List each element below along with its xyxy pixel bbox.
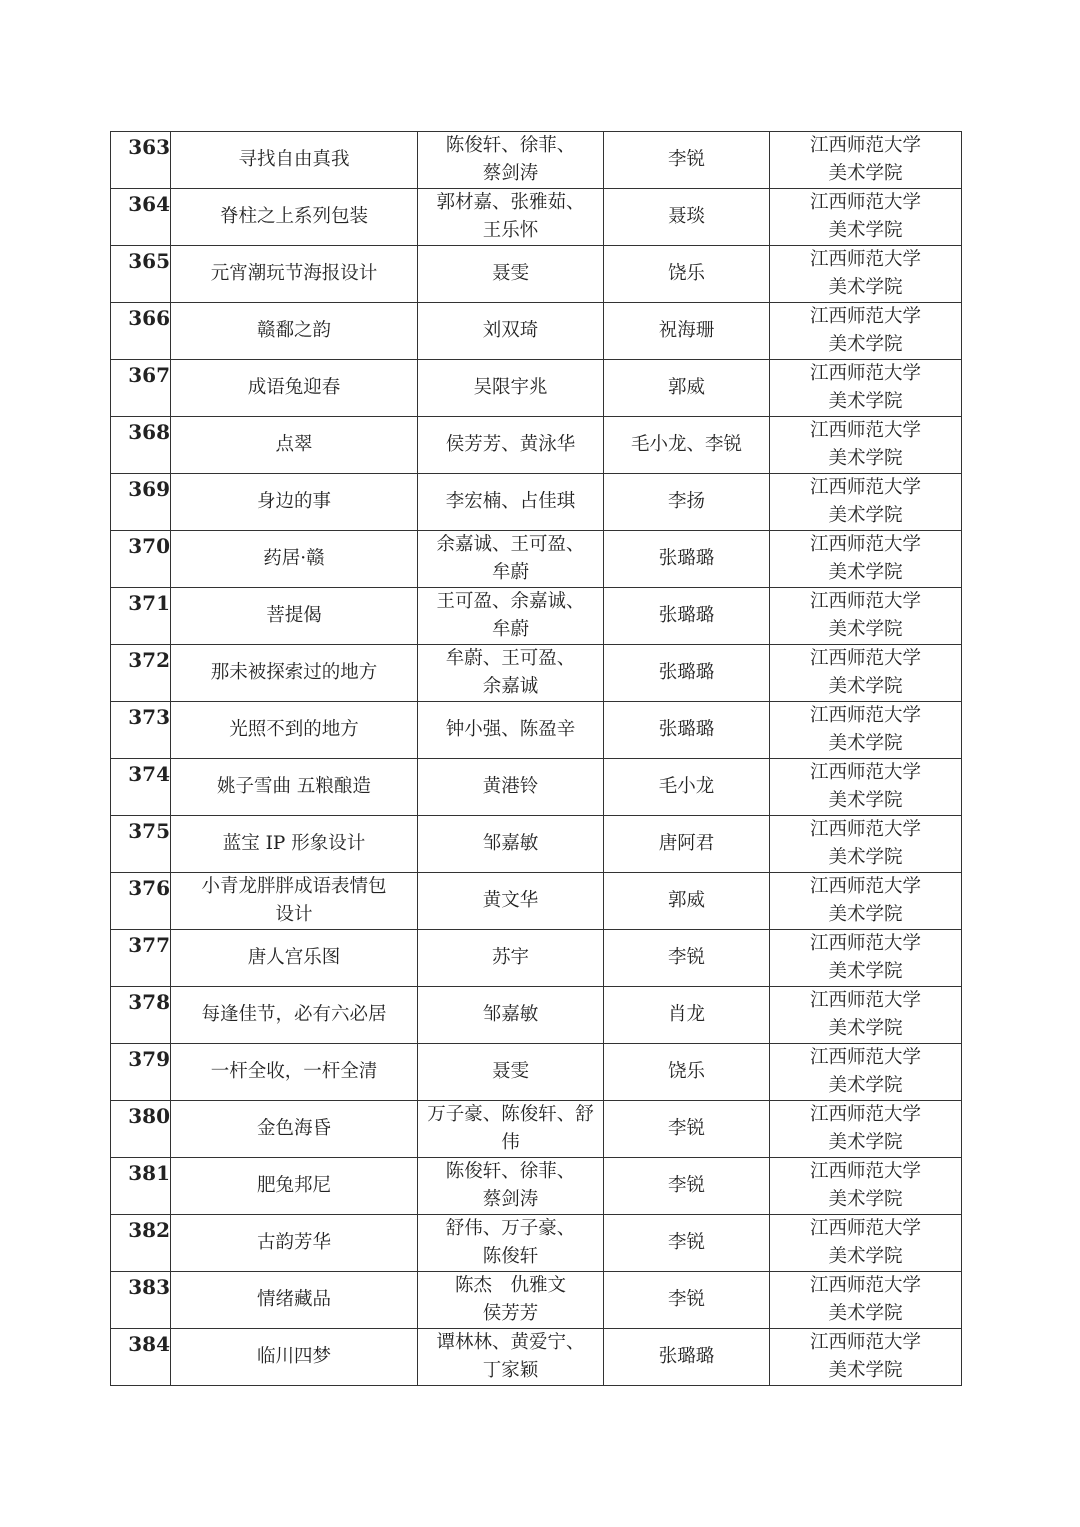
work-title [171,246,418,303]
institution [770,1215,962,1272]
advisor: 饶乐 [604,1044,770,1101]
institution [770,1329,962,1386]
work-title-line: 成语兔迎春 [247,377,341,398]
authors [418,246,604,303]
institution-line: 江西师范大学 [809,1104,921,1125]
work-title [171,873,418,930]
row-number: 363 [111,132,171,189]
table-row [111,645,962,702]
table-body [111,132,962,1386]
authors [418,1158,604,1215]
institution-line: 美术学院 [828,334,903,355]
institution-line: 美术学院 [828,1303,903,1324]
authors-line: 余嘉诚 [482,676,539,697]
authors-line: 刘双琦 [482,320,539,341]
institution [770,930,962,987]
authors [418,474,604,531]
authors-line: 丁家颖 [482,1360,539,1381]
row-number: 381 [111,1158,171,1215]
institution-line: 江西师范大学 [809,933,921,954]
authors [418,132,604,189]
institution [770,189,962,246]
table-row [111,816,962,873]
advisor: 郭威 [604,360,770,417]
advisor: 毛小龙 [604,759,770,816]
row-number: 367 [111,360,171,417]
institution-line: 美术学院 [828,904,903,925]
work-title-line: 唐人宫乐图 [247,947,341,968]
authors-line: 黄文华 [482,890,539,911]
work-title [171,189,418,246]
work-title [171,474,418,531]
row-number: 384 [111,1329,171,1386]
authors [418,417,604,474]
advisor: 郭威 [604,873,770,930]
work-title-line: 一杆全收，一杆全清 [210,1061,378,1082]
row-number: 376 [111,873,171,930]
institution [770,645,962,702]
institution [770,1158,962,1215]
advisor: 李锐 [604,1215,770,1272]
advisor: 张璐璐 [604,645,770,702]
award-table [110,131,962,1386]
authors-line: 黄港铃 [482,776,539,797]
work-title [171,702,418,759]
row-number: 377 [111,930,171,987]
authors [418,1329,604,1386]
work-title-line: 元宵潮玩节海报设计 [210,263,378,284]
authors [418,1101,604,1158]
authors-line: 余嘉诚、王可盈、 [436,534,585,555]
advisor: 李锐 [604,930,770,987]
table-row [111,702,962,759]
authors [418,873,604,930]
authors [418,360,604,417]
advisor: 毛小龙、李锐 [604,417,770,474]
institution-line: 美术学院 [828,1360,903,1381]
authors-line: 聂雯 [491,263,529,284]
table-row [111,474,962,531]
table-row [111,987,962,1044]
authors-line: 蔡剑涛 [482,1189,539,1210]
institution-line: 江西师范大学 [809,990,921,1011]
institution-line: 江西师范大学 [809,135,921,156]
advisor: 李锐 [604,132,770,189]
authors-line: 邹嘉敏 [482,833,539,854]
table-row [111,873,962,930]
work-title [171,987,418,1044]
row-number: 369 [111,474,171,531]
institution [770,1044,962,1101]
work-title [171,645,418,702]
authors-line: 王可盈、余嘉诚、 [436,591,585,612]
authors-line: 聂雯 [491,1061,529,1082]
authors-line: 李宏楠、占佳琪 [445,491,576,512]
institution [770,303,962,360]
advisor: 张璐璐 [604,702,770,759]
institution-line: 美术学院 [828,619,903,640]
advisor: 李锐 [604,1101,770,1158]
institution-line: 江西师范大学 [809,819,921,840]
institution-line: 美术学院 [828,1189,903,1210]
authors-line: 钟小强、陈盈辛 [445,719,576,740]
authors-line: 伟 [501,1132,520,1153]
work-title-line: 菩提偈 [266,605,322,626]
institution-line: 江西师范大学 [809,762,921,783]
work-title-line: 金色海昏 [256,1118,331,1139]
work-title-line: 赣鄱之韵 [256,320,331,341]
work-title-line: 古韵芳华 [256,1232,331,1253]
authors-line: 牟蔚、王可盈、 [445,648,576,669]
authors [418,702,604,759]
table-row [111,531,962,588]
row-number: 372 [111,645,171,702]
institution-line: 江西师范大学 [809,192,921,213]
institution [770,987,962,1044]
authors-line: 牟蔚 [491,619,529,640]
institution-line: 美术学院 [828,733,903,754]
table-row [111,360,962,417]
work-title-line: 肥兔邦尼 [256,1175,331,1196]
work-title [171,1215,418,1272]
advisor: 饶乐 [604,246,770,303]
row-number: 379 [111,1044,171,1101]
work-title [171,360,418,417]
institution-line: 美术学院 [828,277,903,298]
authors-line: 万子豪、陈俊轩、舒 [427,1104,594,1125]
institution-line: 江西师范大学 [809,1161,921,1182]
work-title-line: 身边的事 [256,491,331,512]
row-number: 366 [111,303,171,360]
work-title [171,930,418,987]
institution-line: 江西师范大学 [809,1275,921,1296]
institution [770,132,962,189]
authors-line: 陈俊轩、徐菲、 [445,135,576,156]
work-title-line: 点翠 [275,434,313,455]
advisor: 李扬 [604,474,770,531]
work-title [171,1044,418,1101]
row-number: 383 [111,1272,171,1329]
authors-line: 侯芳芳、黄泳华 [445,434,576,455]
authors-line: 苏宇 [491,947,529,968]
table-row [111,1329,962,1386]
authors [418,930,604,987]
row-number: 375 [111,816,171,873]
table-row [111,303,962,360]
work-title-line: 药居·赣 [263,548,325,569]
table-row [111,1044,962,1101]
row-number: 374 [111,759,171,816]
institution-line: 江西师范大学 [809,876,921,897]
institution [770,474,962,531]
table-row [111,132,962,189]
institution [770,1272,962,1329]
row-number: 371 [111,588,171,645]
institution-line: 美术学院 [828,1075,903,1096]
work-title-line: 寻找自由真我 [238,149,350,170]
authors-line: 陈杰 仇雅文 [454,1275,566,1296]
institution-line: 江西师范大学 [809,1332,921,1353]
institution-line: 江西师范大学 [809,591,921,612]
authors [418,189,604,246]
work-title-line: 姚子雪曲 五粮酿造 [217,776,371,797]
institution-line: 江西师范大学 [809,363,921,384]
institution-line: 美术学院 [828,220,903,241]
table-row [111,759,962,816]
institution-line: 美术学院 [828,163,903,184]
authors [418,759,604,816]
authors-line: 邹嘉敏 [482,1004,539,1025]
authors [418,531,604,588]
institution-line: 美术学院 [828,1246,903,1267]
authors-line: 谭林林、黄爱宁、 [436,1332,585,1353]
work-title [171,1158,418,1215]
work-title [171,1101,418,1158]
institution-line: 江西师范大学 [809,1218,921,1239]
work-title [171,417,418,474]
institution-line: 美术学院 [828,961,903,982]
institution-line: 美术学院 [828,505,903,526]
institution [770,246,962,303]
authors [418,303,604,360]
institution-line: 江西师范大学 [809,249,921,270]
authors-line: 陈俊轩 [482,1246,539,1267]
institution-line: 美术学院 [828,1018,903,1039]
table-row [111,1158,962,1215]
authors [418,987,604,1044]
authors-line: 侯芳芳 [482,1303,539,1324]
institution-line: 美术学院 [828,847,903,868]
table-row [111,417,962,474]
institution-line: 美术学院 [828,448,903,469]
institution-line: 江西师范大学 [809,648,921,669]
authors [418,645,604,702]
institution-line: 美术学院 [828,1132,903,1153]
advisor: 聂琰 [604,189,770,246]
table-row [111,930,962,987]
institution [770,1101,962,1158]
work-title [171,1272,418,1329]
authors [418,1044,604,1101]
institution [770,759,962,816]
institution-line: 美术学院 [828,562,903,583]
advisor: 张璐璐 [604,531,770,588]
authors [418,588,604,645]
table-row [111,1272,962,1329]
institution [770,873,962,930]
institution [770,417,962,474]
table-row [111,189,962,246]
row-number: 382 [111,1215,171,1272]
authors-line: 舒伟、万子豪、 [445,1218,576,1239]
work-title [171,132,418,189]
work-title [171,303,418,360]
row-number: 373 [111,702,171,759]
work-title-line: 小青龙胖胖成语表情包 [201,876,387,897]
authors-line: 蔡剑涛 [482,163,539,184]
row-number: 378 [111,987,171,1044]
institution-line: 美术学院 [828,790,903,811]
advisor: 李锐 [604,1272,770,1329]
work-title [171,531,418,588]
row-number: 370 [111,531,171,588]
advisor: 肖龙 [604,987,770,1044]
advisor: 张璐璐 [604,588,770,645]
advisor: 祝海珊 [604,303,770,360]
work-title-line: 设计 [275,904,313,925]
authors-line: 吴限宇兆 [473,377,548,398]
authors-line: 牟蔚 [491,562,529,583]
authors [418,1272,604,1329]
institution [770,531,962,588]
institution [770,588,962,645]
institution-line: 江西师范大学 [809,534,921,555]
row-number: 368 [111,417,171,474]
row-number: 365 [111,246,171,303]
work-title-line: 情绪藏品 [256,1289,331,1310]
work-title-line: 脊柱之上系列包装 [219,206,368,227]
authors-line: 郭材嘉、张雅茹、 [436,192,585,213]
institution-line: 江西师范大学 [809,477,921,498]
institution-line: 江西师范大学 [809,420,921,441]
authors [418,1215,604,1272]
advisor: 张璐璐 [604,1329,770,1386]
table-row [111,588,962,645]
work-title [171,759,418,816]
institution [770,702,962,759]
advisor: 李锐 [604,1158,770,1215]
work-title [171,816,418,873]
work-title [171,588,418,645]
authors-line: 王乐怀 [482,220,539,241]
advisor: 唐阿君 [604,816,770,873]
work-title-line: 蓝宝 IP 形象设计 [222,833,366,854]
institution-line: 美术学院 [828,676,903,697]
authors [418,816,604,873]
institution [770,816,962,873]
row-number: 364 [111,189,171,246]
institution-line: 江西师范大学 [809,705,921,726]
row-number: 380 [111,1101,171,1158]
table-row [111,1101,962,1158]
work-title-line: 那未被探索过的地方 [210,662,378,683]
authors-line: 陈俊轩、徐菲、 [445,1161,576,1182]
table-row [111,1215,962,1272]
institution [770,360,962,417]
institution-line: 江西师范大学 [809,1047,921,1068]
work-title-line: 光照不到的地方 [229,719,359,740]
work-title-line: 临川四梦 [256,1346,331,1367]
work-title-line: 每逢佳节，必有六必居 [201,1004,387,1025]
institution-line: 江西师范大学 [809,306,921,327]
work-title [171,1329,418,1386]
table-row [111,246,962,303]
institution-line: 美术学院 [828,391,903,412]
